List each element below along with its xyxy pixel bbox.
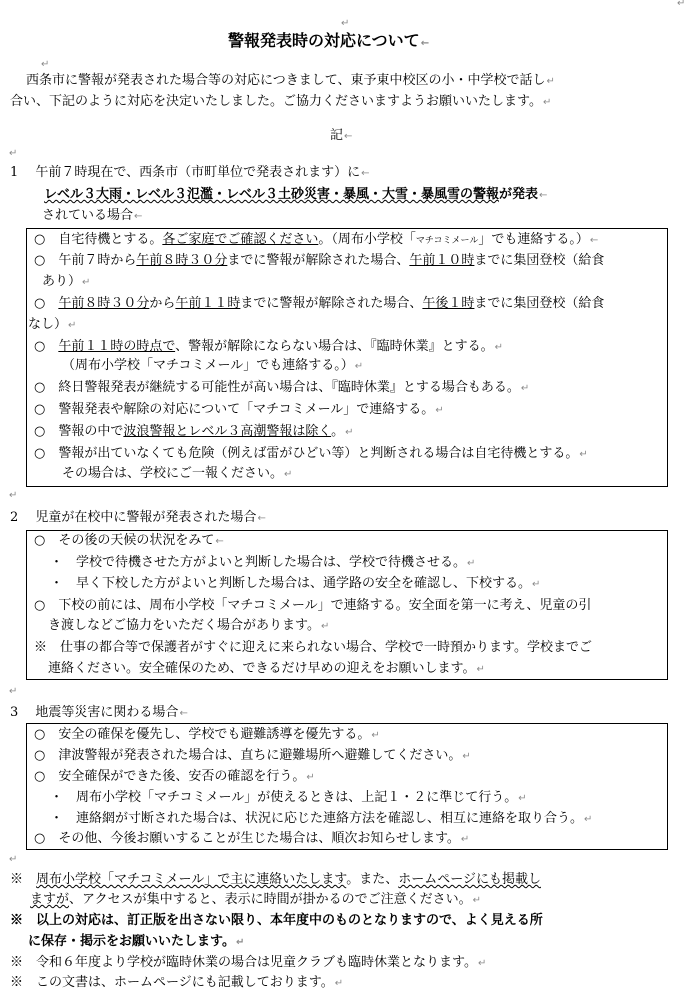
section-1-heading: 1 午前７時現在で、西条市（市町単位で発表されます）に← [10, 165, 370, 180]
section-1-item-3-cont: なし）↵ [28, 317, 77, 332]
section-2-item-5: ※ 仕事の都合等で保護者がすぐに迎えに来られない場合、学校で一時預かります。学校までご [34, 640, 592, 655]
note-1: ※ 周布小学校「マチコミメール」で主に連絡いたします。また、ホームページにも掲載し [10, 872, 541, 887]
intro-line-1: 西条市に警報が発表された場合等の対応につきまして、東予東中校区の小・中学校で話し↵ [26, 73, 555, 88]
section-2-item-5-cont: 連絡ください。安全確保のため、できるだけ早めの迎えをお願いします。↵ [48, 661, 485, 676]
section-1-item-4-cont: （周布小学校「マチコミメール」でも連絡する。）↵ [62, 358, 364, 373]
note-2: ※ 以上の対応は、訂正版を出さない限り、本年度中のものとなりますので、よく見える所 [10, 913, 543, 928]
section-3-item-4: ・ 周布小学校「マチコミメール」が使えるときは、上記１・２に準じて行う。↵ [50, 790, 527, 805]
note-4: ※ この文書は、ホームページにも記載しております。↵ [10, 975, 344, 990]
paragraph-mark: ↵ [9, 148, 18, 159]
section-2-heading: 2 児童が在校中に警報が発表された場合← [10, 510, 266, 525]
section-3-item-6: ○ その他、今後お願いすることが生じた場合は、順次お知らせします。↵ [34, 831, 470, 846]
paragraph-mark: ↵ [41, 59, 50, 70]
section-1-item-1: ○ 自宅待機とする。各ご家庭でご確認ください。（周布小学校「マチコミメール」でも連絡する。）← [34, 232, 599, 247]
note-2-cont: に保存・掲示をお願いいたします。↵ [28, 934, 245, 949]
section-3-item-2: ○ 津波警報が発表された場合は、直ちに避難場所へ避難してください。↵ [34, 748, 471, 763]
section-1-item-2-cont: あり）↵ [42, 274, 91, 289]
section-1-item-7: ○ 警報の中で波浪警報とレベル３高潮警報は除く。↵ [34, 424, 354, 439]
section-2-item-3: ・ 早く下校した方がよいと判断した場合は、通学路の安全を確認し、下校する。↵ [50, 576, 541, 591]
section-3-item-5: ・ 連絡網が寸断された場合は、状況に応じた連絡方法を確認し、相互に連絡を取り合う。↵ [50, 811, 593, 826]
paragraph-mark: ↵ [9, 854, 18, 865]
section-1-item-4: ○ 午前１１時の時点で、警報が解除にならない場合は、『臨時休業』とする。↵ [34, 339, 503, 354]
section-1-item-8: ○ 警報が出ていなくても危険（例えば雷がひどい等）と判断される場合は自宅待機とする。↵ [34, 446, 588, 461]
paragraph-mark: ↵ [9, 490, 18, 501]
section-1-item-8-cont: その場合は、学校にご一報ください。↵ [62, 466, 293, 481]
section-1-line-3: されている場合← [42, 208, 143, 223]
section-3-item-3: ○ 安全確保ができた後、安否の確認を行う。↵ [34, 769, 315, 784]
document-title: 警報発表時の対応について← [228, 31, 430, 50]
section-1-warning-line: レベル３大雨・レベル３氾濫・レベル３土砂災害・暴風・大雪・暴風雪の警報が発表← [44, 187, 548, 202]
paragraph-mark: ↵ [677, 0, 686, 9]
section-3-item-1: ○ 安全の確保を優先し、学校でも避難誘導を優先する。↵ [34, 727, 380, 742]
section-1-item-3: ○ 午前８時３０分から午前１１時までに警報が解除された場合、午後１時までに集団登校（給食 [34, 296, 605, 311]
section-1-item-5: ○ 終日警報発表が継続する可能性が高い場合は、『臨時休業』とする場合もある。↵ [34, 380, 530, 395]
note-1-cont: ますが、アクセスが集中すると、表示に時間が掛かるのでご注意ください。↵ [30, 892, 482, 907]
section-3-heading: 3 地震等災害に関わる場合← [10, 705, 188, 720]
section-1-item-2: ○ 午前７時から午前８時３０分までに警報が解除された場合、午前１０時までに集団登校（給食 [34, 253, 605, 268]
ki-heading: 記← [330, 128, 353, 143]
section-2-item-4: ○ 下校の前には、周布小学校「マチコミメール」で連絡する。安全面を第一に考え、児童の引 [34, 598, 592, 613]
section-2-item-1: ○ その後の天候の状況をみて← [34, 533, 224, 548]
section-1-item-6: ○ 警報発表や解除の対応について「マチコミメール」で連絡する。↵ [34, 402, 444, 417]
section-2-item-2: ・ 学校で待機させた方がよいと判断した場合は、学校で待機させる。↵ [50, 555, 476, 570]
section-2-item-4-cont: き渡しなどご協力をいただく場合があります。↵ [48, 618, 330, 633]
intro-line-2: 合い、下記のように対応を決定いたしました。ご協力くださいますようお願いいたします。↵ [10, 94, 552, 109]
paragraph-mark: ↵ [341, 18, 350, 29]
note-3: ※ 令和６年度より学校が臨時休業の場合は児童クラブも臨時休業となります。↵ [10, 955, 487, 970]
paragraph-mark: ↵ [9, 686, 18, 697]
